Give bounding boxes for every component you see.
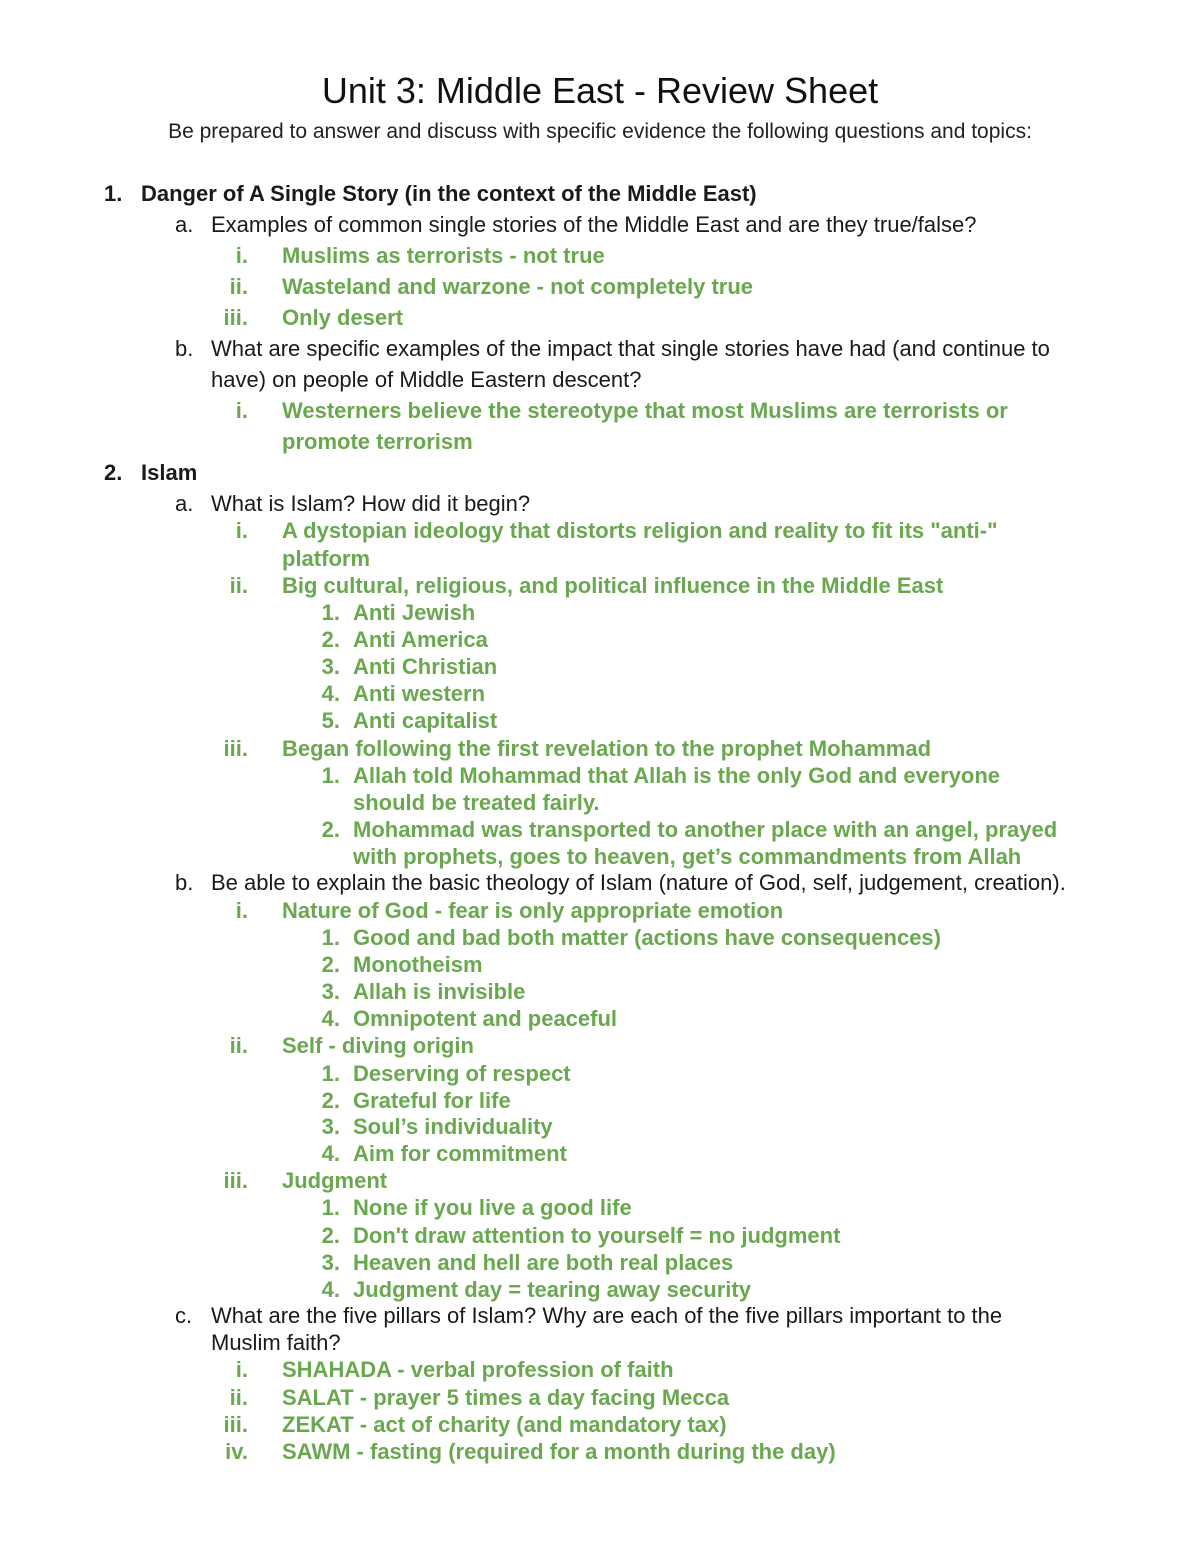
item-number: 3. xyxy=(321,1250,340,1275)
item-number: 2. xyxy=(321,627,340,652)
question-letter: a. xyxy=(175,212,194,237)
answer-text: Wasteland and warzone - not completely true xyxy=(282,274,754,299)
item-text: Judgment day = tearing away security xyxy=(353,1277,751,1302)
question-letter: b. xyxy=(175,870,194,895)
item-number: 1. xyxy=(321,925,340,950)
item-number: 4. xyxy=(321,1006,340,1031)
answer-numeral: ii. xyxy=(229,573,248,598)
answer-numeral: i. xyxy=(235,243,248,268)
answer-numeral: i. xyxy=(235,898,248,923)
item-number: 1. xyxy=(321,1061,340,1086)
item-text: Anti Christian xyxy=(353,654,498,679)
item-number: 2. xyxy=(321,1088,340,1113)
page-subtitle: Be prepared to answer and discuss with specific evidence the following questions and topics: xyxy=(168,120,1032,143)
question-text: What are specific examples of the impact that single stories have had (and continue to xyxy=(211,336,1050,361)
answer-numeral: i. xyxy=(235,518,248,543)
question-text: Be able to explain the basic theology of Islam (nature of God, self, judgement, creation). xyxy=(211,870,1066,895)
answer-numeral: iii. xyxy=(223,305,248,330)
item-text: Anti Jewish xyxy=(353,600,476,625)
question-letter: c. xyxy=(175,1303,193,1328)
item-text: Allah is invisible xyxy=(353,979,526,1004)
question-letter: b. xyxy=(175,336,194,361)
answer-text: ZEKAT - act of charity (and mandatory tax) xyxy=(282,1412,727,1437)
answer-text: Judgment xyxy=(282,1168,388,1193)
item-text: Omnipotent and peaceful xyxy=(353,1006,618,1031)
item-text: None if you live a good life xyxy=(353,1195,632,1220)
answer-text: Only desert xyxy=(282,305,404,330)
section-heading: Islam xyxy=(141,460,198,485)
section-number: 2. xyxy=(104,460,123,485)
answer-numeral: ii. xyxy=(229,1033,248,1058)
item-text: Soul’s individuality xyxy=(353,1114,553,1139)
item-text: Monotheism xyxy=(353,952,483,977)
answer-numeral: iii. xyxy=(223,1412,248,1437)
section-number: 1. xyxy=(104,181,123,206)
answer-text: promote terrorism xyxy=(282,429,473,454)
item-text: Allah told Mohammad that Allah is the only God and everyone xyxy=(353,763,1001,788)
item-text: Mohammad was transported to another place with an angel, prayed xyxy=(353,817,1058,842)
answer-text: Muslims as terrorists - not true xyxy=(282,243,605,268)
item-number: 2. xyxy=(321,1223,340,1248)
item-number: 1. xyxy=(321,763,340,788)
answer-numeral: iv. xyxy=(225,1439,248,1464)
answer-text: platform xyxy=(282,546,370,571)
page-title: Unit 3: Middle East - Review Sheet xyxy=(321,70,879,111)
item-text: Anti capitalist xyxy=(353,708,498,733)
answer-numeral: i. xyxy=(235,398,248,423)
answer-numeral: ii. xyxy=(229,1385,248,1410)
item-number: 2. xyxy=(321,952,340,977)
question-text: What are the five pillars of Islam? Why are each of the five pillars important to the xyxy=(211,1303,1003,1328)
section-heading: Danger of A Single Story (in the context of the Middle East) xyxy=(141,181,757,206)
answer-numeral: i. xyxy=(235,1357,248,1382)
item-number: 3. xyxy=(321,654,340,679)
answer-text: Self - diving origin xyxy=(282,1033,474,1058)
answer-text: Big cultural, religious, and political influence in the Middle East xyxy=(282,573,944,598)
item-number: 4. xyxy=(321,1141,340,1166)
question-text: have) on people of Middle Eastern descent? xyxy=(211,367,642,392)
answer-numeral: iii. xyxy=(223,1168,248,1193)
answer-numeral: ii. xyxy=(229,274,248,299)
answer-text: SHAHADA - verbal profession of faith xyxy=(282,1357,674,1382)
answer-text: A dystopian ideology that distorts religion and reality to fit its "anti-" xyxy=(282,518,998,543)
answer-text: Nature of God - fear is only appropriate emotion xyxy=(282,898,784,923)
item-number: 1. xyxy=(321,1195,340,1220)
answer-numeral: iii. xyxy=(223,736,248,761)
item-text: Heaven and hell are both real places xyxy=(353,1250,734,1275)
item-number: 3. xyxy=(321,1114,340,1139)
answer-text: SAWM - fasting (required for a month during the day) xyxy=(282,1439,836,1464)
item-text: Good and bad both matter (actions have consequences) xyxy=(353,925,941,950)
item-text: with prophets, goes to heaven, get’s commandments from Allah xyxy=(353,844,1022,869)
answer-text: Began following the first revelation to the prophet Mohammad xyxy=(282,736,932,761)
question-letter: a. xyxy=(175,491,194,516)
question-text: What is Islam? How did it begin? xyxy=(211,491,531,516)
item-text: Anti western xyxy=(353,681,486,706)
item-number: 4. xyxy=(321,681,340,706)
question-text: Examples of common single stories of the Middle East and are they true/false? xyxy=(211,212,977,237)
item-number: 5. xyxy=(321,708,340,733)
question-text: Muslim faith? xyxy=(211,1330,341,1355)
item-text: Aim for commitment xyxy=(353,1141,567,1166)
item-text: Deserving of respect xyxy=(353,1061,571,1086)
item-number: 2. xyxy=(321,817,340,842)
item-text: Grateful for life xyxy=(353,1088,511,1113)
item-text: Don't draw attention to yourself = no judgment xyxy=(353,1223,841,1248)
answer-text: SALAT - prayer 5 times a day facing Mecca xyxy=(282,1385,730,1410)
item-text: should be treated fairly. xyxy=(353,790,600,815)
item-number: 4. xyxy=(321,1277,340,1302)
item-number: 1. xyxy=(321,600,340,625)
answer-text: Westerners believe the stereotype that most Muslims are terrorists or xyxy=(282,398,1008,423)
item-number: 3. xyxy=(321,979,340,1004)
item-text: Anti America xyxy=(353,627,488,652)
